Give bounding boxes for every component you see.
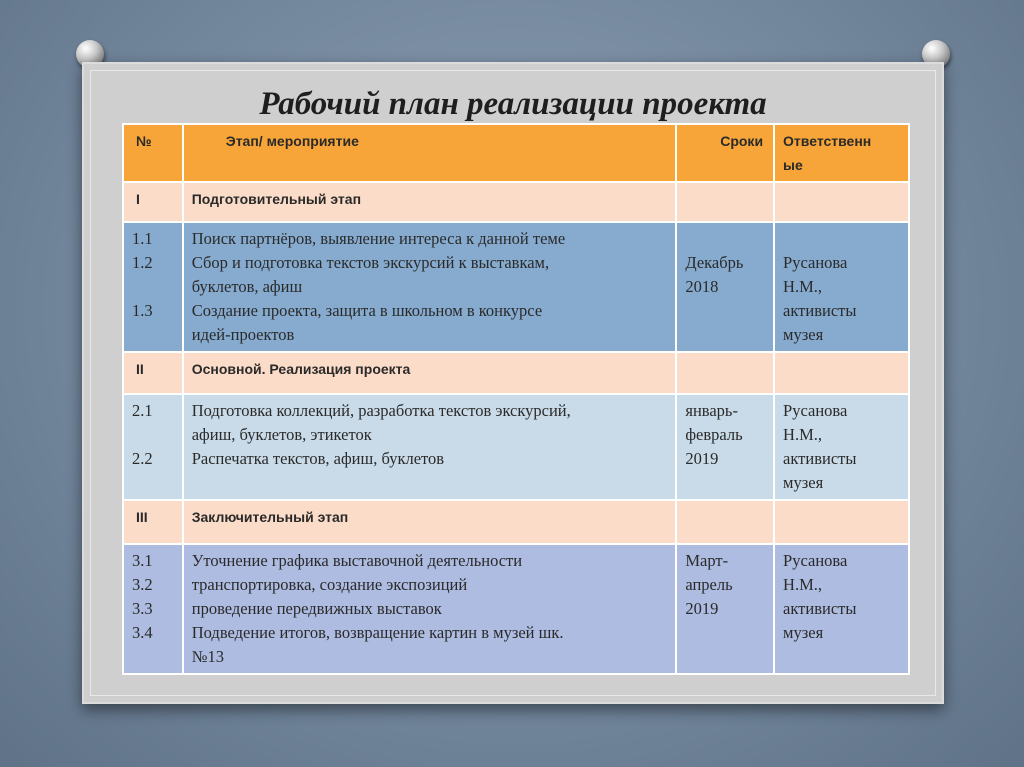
task-line: транспортировка, создание экспозиций xyxy=(191,575,468,594)
resp-line: активисты xyxy=(783,599,857,618)
header-term: Сроки xyxy=(676,124,774,182)
header-responsible-line: Ответственн xyxy=(783,133,872,149)
header-responsible-line: ые xyxy=(783,157,803,173)
task-nums xyxy=(123,394,183,500)
resp-line: Н.М., xyxy=(783,425,823,444)
term-line: 2019 xyxy=(685,449,719,468)
task-line: проведение передвижных выставок xyxy=(191,599,442,618)
resp-line: музея xyxy=(783,473,824,492)
stage-term-cell xyxy=(676,500,774,544)
task-num: 1.1 xyxy=(132,229,153,248)
task-num: 2.2 xyxy=(132,449,153,468)
task-num-spacer xyxy=(132,275,174,299)
table-header-row xyxy=(123,124,909,182)
stage-num: II xyxy=(123,352,183,394)
resp-line: Русанова xyxy=(783,551,848,570)
resp-line: музея xyxy=(783,623,824,642)
page-title: Рабочий план реализации проекта xyxy=(259,86,767,122)
stage-row xyxy=(123,500,909,544)
resp-line: активисты xyxy=(783,301,857,320)
header-stage: Этап/ мероприятие xyxy=(183,124,677,182)
task-lines xyxy=(183,394,677,500)
task-num: 3.3 xyxy=(132,599,153,618)
task-line: идей-проектов xyxy=(191,325,295,344)
task-line: буклетов, афиш xyxy=(191,277,303,296)
task-num-spacer xyxy=(132,423,174,447)
task-term xyxy=(676,222,774,352)
resp-line: Русанова xyxy=(783,253,848,272)
resp-line: Н.М., xyxy=(783,277,823,296)
task-line: Подведение итогов, возвращение картин в музей шк. xyxy=(191,623,564,642)
tasks-row xyxy=(123,544,909,674)
stage-term-cell xyxy=(676,352,774,394)
term-line: 2018 xyxy=(685,277,719,296)
task-line: Создание проекта, защита в школьном в конкурсе xyxy=(191,301,543,320)
task-num: 3.2 xyxy=(132,575,153,594)
task-responsible xyxy=(774,544,909,674)
tasks-row xyxy=(123,394,909,500)
task-num: 1.2 xyxy=(132,253,153,272)
task-line: Подготовка коллекций, разработка текстов экскурсий, xyxy=(191,401,571,420)
task-nums xyxy=(123,222,183,352)
term-line: Март- xyxy=(685,551,729,570)
term-line: 2019 xyxy=(685,599,719,618)
task-line: Поиск партнёров, выявление интереса к данной теме xyxy=(191,229,566,248)
stage-num: I xyxy=(123,182,183,222)
task-num: 3.4 xyxy=(132,623,153,642)
header-num: № xyxy=(123,124,183,182)
stage-name: Подготовительный этап xyxy=(183,182,677,222)
task-lines xyxy=(183,222,677,352)
resp-line: Русанова xyxy=(783,401,848,420)
stage-name: Заключительный этап xyxy=(183,500,677,544)
stage-resp-cell xyxy=(774,500,909,544)
stage-row xyxy=(123,182,909,222)
stage-num: III xyxy=(123,500,183,544)
term-line: апрель xyxy=(685,575,733,594)
task-nums xyxy=(123,544,183,674)
task-line: афиш, буклетов, этикеток xyxy=(191,425,372,444)
term-line: февраль xyxy=(685,425,743,444)
term-line: январь- xyxy=(685,401,738,420)
stage-row xyxy=(123,352,909,394)
task-line: Уточнение графика выставочной деятельности xyxy=(191,551,523,570)
task-num: 2.1 xyxy=(132,401,153,420)
task-lines xyxy=(183,544,677,674)
tasks-row xyxy=(123,222,909,352)
task-term xyxy=(676,544,774,674)
plan-table xyxy=(122,123,910,675)
header-responsible xyxy=(774,124,909,182)
resp-line: музея xyxy=(783,325,824,344)
stage-term-cell xyxy=(676,182,774,222)
stage-name: Основной. Реализация проекта xyxy=(183,352,677,394)
task-num: 3.1 xyxy=(132,551,153,570)
resp-line: Н.М., xyxy=(783,575,823,594)
task-term xyxy=(676,394,774,500)
task-line: №13 xyxy=(191,647,224,666)
task-responsible xyxy=(774,222,909,352)
task-responsible xyxy=(774,394,909,500)
task-line: Распечатка текстов, афиш, буклетов xyxy=(191,449,445,468)
term-line: Декабрь xyxy=(685,253,744,272)
task-line: Сбор и подготовка текстов экскурсий к выставкам, xyxy=(191,253,550,272)
paper-board xyxy=(82,62,944,704)
stage-resp-cell xyxy=(774,352,909,394)
task-num: 1.3 xyxy=(132,301,153,320)
stage-resp-cell xyxy=(774,182,909,222)
resp-line: активисты xyxy=(783,449,857,468)
